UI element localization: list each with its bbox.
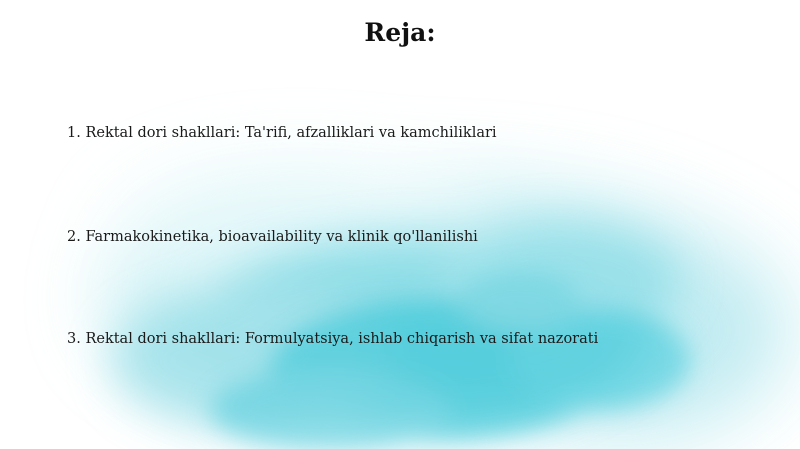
slide-title: Reja:: [364, 18, 436, 47]
plan-item-2: 2. Farmakokinetika, bioavailability va klinik qo'llanilishi: [67, 229, 478, 245]
plan-item-3: 3. Rektal dori shakllari: Formulyatsiya, ishlab chiqarish va sifat nazorati: [67, 331, 599, 347]
plan-item-1: 1. Rektal dori shakllari: Ta'rifi, afzalliklari va kamchiliklari: [67, 125, 497, 141]
